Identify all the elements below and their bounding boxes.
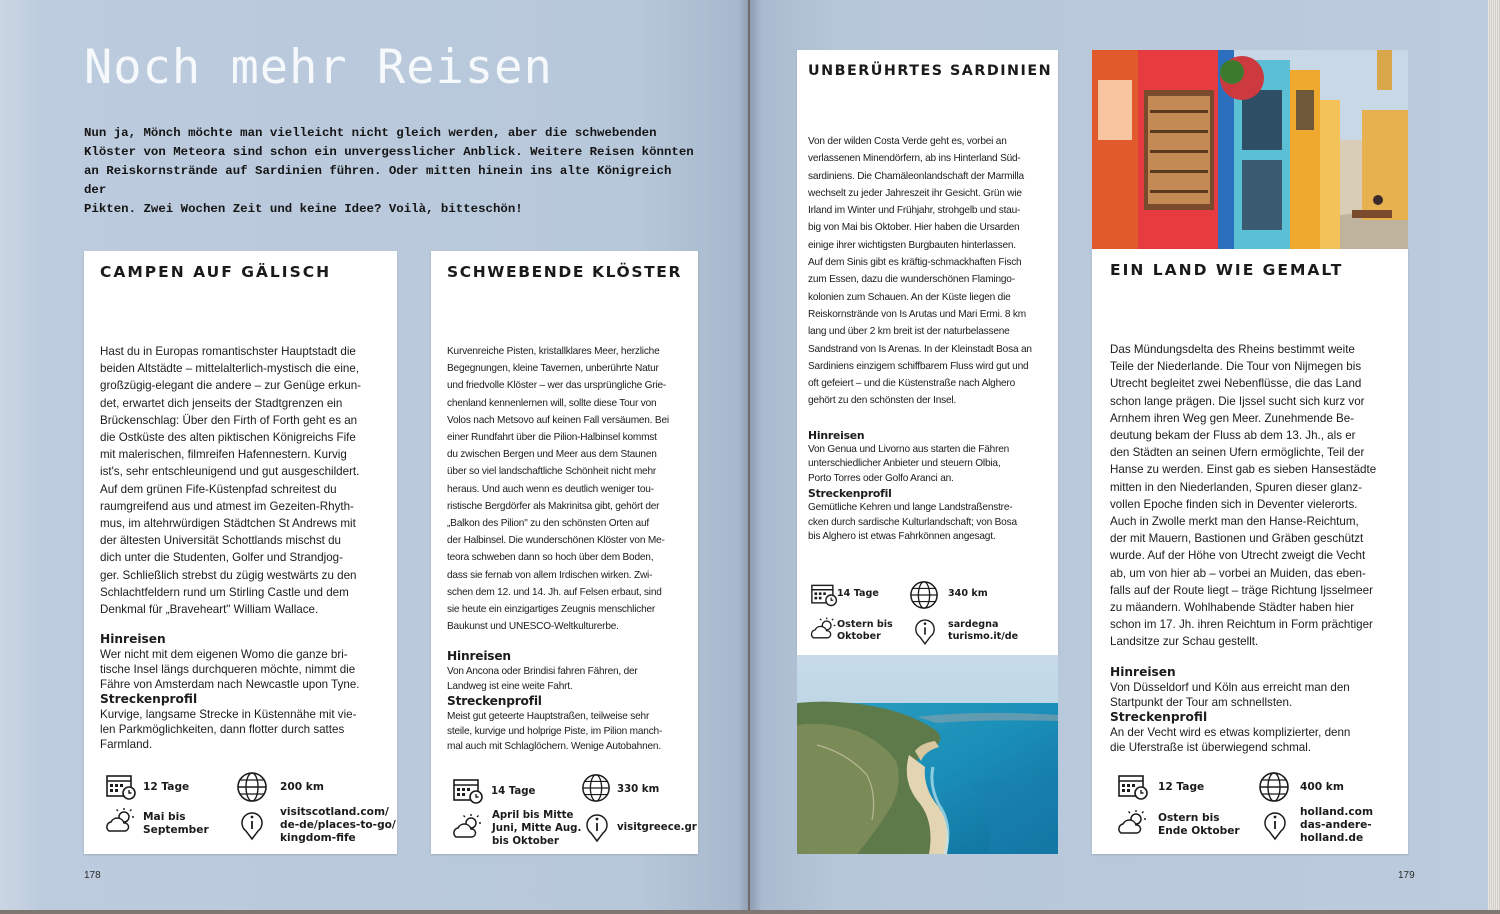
body-line: du zwischen Bergen und Meer aus dem Staunen (447, 449, 657, 461)
body-line: Irland im Winter und Frühjahr, strohgelb und stau- (808, 205, 1021, 217)
season-line: Mai bis (143, 811, 186, 823)
page-number-right: 179 (1398, 870, 1415, 881)
tour-card-sardinia (797, 50, 1058, 655)
card-title: UNBERÜHRTES SARDINIEN (808, 63, 1053, 79)
info-pin-icon (240, 809, 264, 841)
tour-card-scotland (84, 251, 397, 854)
globe-icon (1258, 771, 1290, 803)
website-line[interactable]: visitscotland.com/ (280, 806, 389, 818)
website-line[interactable]: holland.com (1300, 806, 1373, 818)
season-line: September (143, 824, 209, 836)
intro-line: an Reiskornstrände auf Sardinien führen. Oder mitten hinein ins alte Königreich der (84, 164, 672, 197)
body-line: vollen Epoche finden sich in Deventer vielerorts. (1110, 497, 1358, 511)
intro-line: Nun ja, Mönch möchte man vielleicht nicht gleich werden, aber die schwebenden (84, 126, 657, 140)
body-line: Auch in Zwolle merkt man den Hanse-Reichtum, (1110, 515, 1359, 529)
hinreisen-line: unterschiedlicher Anbieter und steuern Olbia, (808, 458, 1001, 470)
days-value: 14 Tage (491, 786, 536, 797)
body-line: beiden Altstädte – mittelalterlich-mystisch die eine, (100, 362, 360, 376)
streckenprofil-line: len Parkmöglichkeiten, dann flotter durch sattes (100, 723, 345, 737)
body-line: Schlachtfeldern rund um Stirling Castle und dem (100, 585, 349, 599)
card-body (808, 133, 1056, 545)
website-value[interactable] (280, 806, 396, 845)
days-value: 12 Tage (1158, 781, 1205, 793)
card-body (1110, 341, 1405, 755)
season-value (1158, 812, 1240, 838)
globe-icon (236, 771, 268, 803)
website-value[interactable] (948, 619, 1018, 643)
season-value (837, 619, 893, 643)
body-line: Auf dem grünen Fife-Küstenpfad schreitest du (100, 482, 337, 496)
distance-value: 200 km (280, 781, 324, 793)
distance-value: 400 km (1300, 781, 1344, 793)
calendar-icon (106, 773, 138, 801)
info-box (1118, 771, 1403, 849)
body-line: wurde. Auf der Höhe von Utrecht zweigt die Vecht (1110, 549, 1366, 563)
body-line: schon im 17. Jh. ihren Reichtum in Form prächtiger (1110, 618, 1373, 632)
website-line[interactable]: holland.de (1300, 832, 1364, 844)
body-line: der Halbinsel. Die wunderschönen Klöster von Me- (447, 535, 665, 547)
body-line: Utrecht begleitet zwei Nebenflüsse, die das Land (1110, 377, 1362, 391)
card-body (447, 343, 697, 754)
body-line: falls auf der Route liegt – träge Richtung Ijsselmeer (1110, 583, 1373, 597)
info-box (451, 775, 697, 853)
body-line: verlassenen Minendörfern, ab ins Hinterland Süd- (808, 153, 1021, 165)
streckenprofil-heading: Streckenprofil (447, 694, 542, 709)
hinreisen-line: Porto Torres oder Golfo Aranci an. (808, 472, 954, 484)
season-line: Ostern bis (1158, 812, 1220, 824)
body-line: dass sie fernab von allem Irdischen wirken. Zwi- (447, 569, 653, 581)
body-line: und friedvolle Klöster – wer das ursprüngliche Grie- (447, 380, 667, 392)
body-line: die Ostküste des alten piktischen Königreichs Fife (100, 431, 356, 445)
body-line: oft gefeiert – und die Küstenstraße nach Alghero (808, 378, 1015, 390)
sun-cloud-icon (1116, 809, 1150, 837)
card-title: SCHWEBENDE KLÖSTER (447, 263, 682, 281)
streckenprofil-line: An der Vecht wird es etwas komplizierter, denn (1110, 725, 1351, 739)
body-line: zu mäandern. Wohlhabende Städter haben hier (1110, 601, 1355, 615)
body-line: Volos nach Metsovo auf keinen Fall versäumen. Bei (447, 414, 669, 426)
page-heading: Noch mehr Reisen (84, 40, 553, 95)
website-value[interactable] (617, 821, 697, 834)
body-line: chenland kennenlernen will, sollte diese Tour von (447, 397, 657, 409)
card-title: EIN LAND WIE GEMALT (1110, 261, 1344, 279)
body-line: schon lange prägen. Die Ijssel sucht sich kurz vor (1110, 394, 1365, 408)
body-line: Das Mündungsdelta des Rheins bestimmt weite (1110, 343, 1355, 356)
body-line: den Städten an seinen Ufern ermöglichte, Teil der (1110, 446, 1365, 460)
card-title: CAMPEN AUF GÄLISCH (100, 263, 332, 281)
page-edges (1488, 0, 1500, 910)
website-line[interactable]: de-de/places-to-go/ (280, 819, 396, 831)
hinreisen-line: Von Ancona oder Brindisi fahren Fähren, der (447, 666, 638, 678)
body-line: dich unter die Studenten, Golfer und Strandjog- (100, 551, 343, 565)
intro-text (84, 124, 699, 219)
body-line: ist's, sehr entschleunigend und gut ausgeschildert. (100, 465, 360, 479)
page-number-left: 178 (84, 870, 101, 881)
body-line: ristische Bergdörfer als Makrinitsa gibt, gehört der (447, 500, 660, 512)
info-pin-icon (585, 811, 609, 843)
body-line: über so viel landschaftliche Schönheit nicht mehr (447, 466, 657, 478)
sun-cloud-icon (104, 807, 138, 835)
body-line: Denkmal für „Braveheart" William Wallace. (100, 603, 319, 617)
sun-cloud-icon (451, 813, 485, 841)
body-line: mitten in den Niederlanden, Spuren dieser glanz- (1110, 480, 1362, 494)
body-line: heraus. Und auch wenn es deutlich weniger tou- (447, 483, 654, 495)
sun-cloud-icon (809, 616, 839, 642)
streckenprofil-line: mal auch mit Schlaglöchern. Wenige Autobahnen. (447, 741, 661, 753)
info-box (811, 580, 1051, 652)
season-line: bis Oktober (492, 836, 559, 847)
website-line[interactable]: turismo.it/de (948, 631, 1019, 642)
intro-line: Pikten. Zwei Wochen Zeit und keine Idee? Voilà, bitteschön! (84, 202, 523, 216)
season-line: Juni, Mitte Aug. (492, 823, 582, 834)
body-line: Hanse zu werden. Einst gab es sieben Hansestädte (1110, 463, 1377, 477)
body-line: Sardiniens einzigem schiffbarem Fluss wird gut und (808, 360, 1029, 372)
calendar-icon (453, 777, 485, 805)
tour-card-holland (1092, 249, 1408, 854)
hinreisen-line: Von Genua und Livorno aus starten die Fähren (808, 443, 1010, 455)
streckenprofil-line: Farmland. (100, 738, 153, 752)
body-line: kolonien zum Schauen. An der Küste liegen die (808, 291, 1011, 303)
body-line: teora schweben dann so hoch über dem Boden, (447, 552, 654, 564)
body-line: Arnhem ihren Weg gen Meer. Zunehmende Be- (1110, 411, 1355, 425)
hinreisen-line: Wer nicht mit dem eigenen Womo die ganze bri- (100, 648, 348, 662)
calendar-icon (811, 582, 839, 608)
hinreisen-line: Von Düsseldorf und Köln aus erreicht man den (1110, 680, 1350, 694)
streckenprofil-line: bis Alghero ist etwas Fahrkönnen angesagt. (808, 531, 996, 543)
body-line: Teile der Niederlande. Die Tour von Nijmegen bis (1110, 360, 1362, 374)
body-line: schen dem 12. und 14. Jh. auf Felsen erbaut, sind (447, 586, 662, 598)
days-value: 12 Tage (143, 781, 190, 793)
streckenprofil-line: Kurvige, langsame Strecke in Küstennähe mit vie- (100, 708, 357, 722)
website-value[interactable] (1300, 806, 1373, 845)
body-line: „Balkon des Pilion" zu den schönsten Orten auf (447, 518, 649, 530)
body-line: sie heute ein einzigartiges Zeugnis menschlicher (447, 604, 656, 616)
body-line: sardiniens. Die Chamäleonlandschaft der Marmilla (808, 170, 1024, 182)
hinreisen-line: Startpunkt der Tour am schnellsten. (1110, 695, 1293, 709)
body-line: lang und über 2 km breit ist der naturbelassene (808, 326, 1010, 338)
season-line: Oktober (837, 631, 881, 642)
season-line: Ende Oktober (1158, 825, 1240, 837)
streckenprofil-heading: Streckenprofil (1110, 709, 1208, 724)
tour-card-greece (431, 251, 698, 854)
hinreisen-heading: Hinreisen (100, 632, 166, 647)
website-line[interactable]: sardegna (948, 619, 999, 630)
info-pin-icon (1263, 809, 1287, 841)
hinreisen-heading: Hinreisen (808, 428, 865, 442)
sardinia-coast-photo (797, 655, 1058, 854)
website-line[interactable]: kingdom-fife (280, 832, 356, 844)
globe-icon (909, 580, 939, 610)
left-page (0, 0, 748, 910)
streckenprofil-line: steile, kurvige und holprige Piste, im Pilion manch- (447, 726, 663, 738)
info-box (104, 771, 394, 849)
body-line: raumgreifend aus und atmest im Gezeiten-Rhyth- (100, 499, 354, 513)
body-line: Kurvenreiche Pisten, kristallklares Meer, herzliche (447, 346, 660, 357)
card-body (100, 343, 390, 752)
body-line: big von Mai bis Oktober. Hier haben die Ursarden (808, 222, 1020, 234)
body-line: gehört zu den schönsten der Insel. (808, 395, 957, 407)
streckenprofil-heading: Streckenprofil (100, 692, 198, 707)
days-value: 14 Tage (837, 588, 879, 599)
hinreisen-line: Fähre von Amsterdam nach Newcastle upon Tyne. (100, 678, 360, 692)
body-line: der ältesten Universität Schottlands mischst du (100, 534, 342, 548)
season-line: Ostern bis (837, 619, 893, 630)
body-line: Reiskornstrände von Is Arutas und Mari Ermi. 8 km (808, 308, 1026, 320)
body-line: deutung bekam der Fluss ab dem 13. Jh., als er (1110, 429, 1356, 443)
hinreisen-line: tische Insel längs durchqueren möchte, nimmt die (100, 663, 356, 677)
website-line[interactable]: visitgreece.gr (617, 822, 697, 833)
body-line: großzügig-elegant die andere – zur Genüge erkun- (100, 379, 362, 393)
season-value (492, 809, 581, 848)
streckenprofil-line: Gemütliche Kehren und lange Landstraßenstre- (808, 502, 1013, 514)
hinreisen-line: Landweg ist eine weite Fahrt. (447, 681, 573, 693)
body-line: mus, im altehrwürdigen Städtchen St Andrews mit (100, 517, 356, 531)
intro-line: Klöster von Meteora sind schon ein unvergesslicher Anblick. Weitere Reisen könnten (84, 145, 694, 159)
streckenprofil-line: Meist gut geteerte Hauptstraßen, teilweise sehr (447, 711, 650, 723)
body-line: mit malerischen, filmreifen Hafennestern. Kurvig (100, 448, 347, 462)
hinreisen-heading: Hinreisen (1110, 664, 1176, 679)
body-line: det, erwartet dich jenseits der Stadtgrenzen ein (100, 396, 343, 410)
info-pin-icon (914, 616, 936, 646)
season-value (143, 811, 209, 837)
body-line: einige ihrer wichtigsten Burgbauten hinterlassen. (808, 239, 1016, 251)
body-line: Auf dem Sinis gibt es kräftig-schmackhaften Fisch (808, 257, 1022, 269)
distance-value: 330 km (617, 784, 660, 795)
body-line: wechselt zu jeder Jahreszeit ihr Gesicht. Grün wie (808, 187, 1022, 199)
hinreisen-heading: Hinreisen (447, 649, 511, 664)
streckenprofil-heading: Streckenprofil (808, 487, 892, 501)
season-line: April bis Mitte (492, 810, 574, 821)
right-page (750, 0, 1488, 910)
body-line: Begegnungen, kleine Tavernen, unberührte Natur (447, 363, 659, 375)
distance-value: 340 km (948, 588, 988, 599)
streckenprofil-line: die Uferstraße ist überwiegend schmal. (1110, 740, 1312, 754)
streckenprofil-line: cken durch sardische Kulturlandschaft; von Bosa (808, 516, 1017, 528)
calendar-icon (1118, 773, 1150, 801)
body-line: Von der wilden Costa Verde geht es, vorbei an (808, 136, 1007, 147)
body-line: Hast du in Europas romantischster Hauptstadt die (100, 345, 356, 358)
body-line: ger. Schließlich strebst du zügig westwärts zu den (100, 568, 357, 582)
globe-icon (581, 773, 611, 803)
body-line: Baukunst und UNESCO-Weltkulturerbe. (447, 621, 619, 633)
body-line: der mit Mauern, Bastionen und Gräben geschützt (1110, 532, 1364, 546)
website-line[interactable]: das-andere- (1300, 819, 1372, 831)
holland-street-photo (1092, 50, 1408, 249)
body-line: einer Rundfahrt über die Pilion-Halbinsel kommst (447, 432, 657, 444)
body-line: Brückenschlag: Über den Firth of Forth geht es an (100, 413, 358, 427)
book-gutter (738, 0, 762, 910)
body-line: Landsitze zur Schau gestellt. (1110, 635, 1259, 649)
body-line: Sandstrand von Is Arenas. In der Kleinstadt Bosa an (808, 343, 1032, 355)
body-line: zum Essen, dazu die wunderschönen Flamingo- (808, 274, 1015, 286)
body-line: ab, um von hier ab – vorbei an Muiden, das eben- (1110, 566, 1366, 580)
